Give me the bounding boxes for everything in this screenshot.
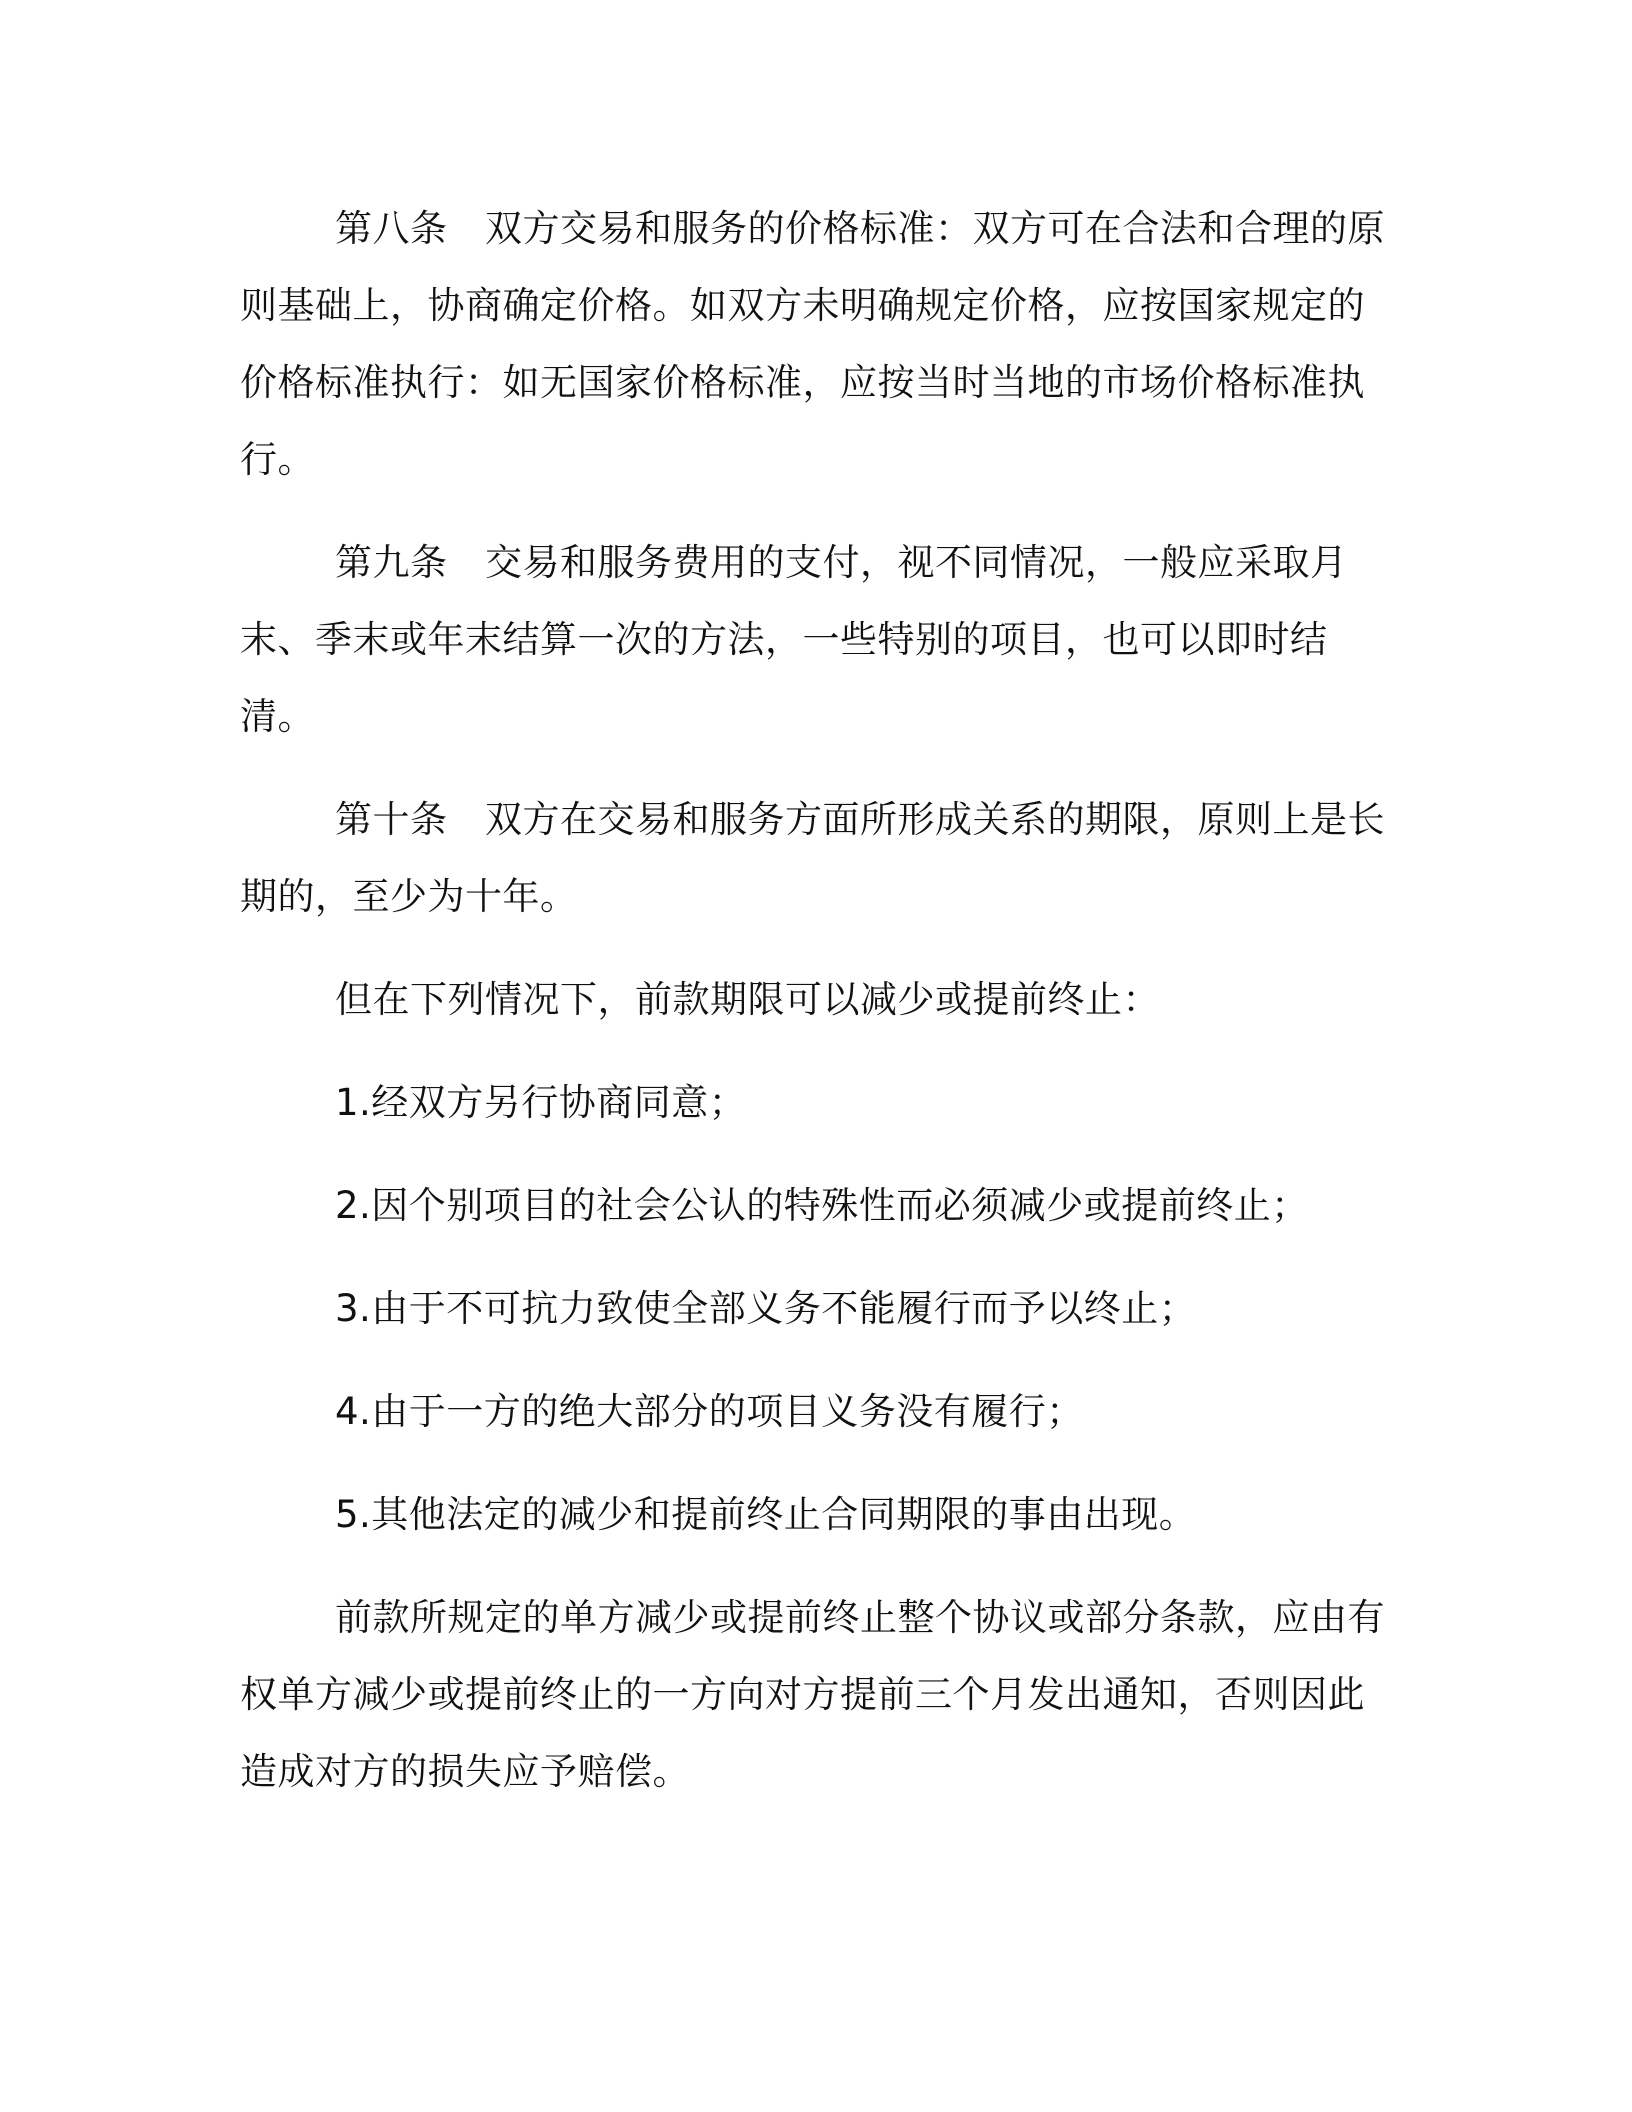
article-8-paragraph: 第八条 双方交易和服务的价格标准：双方可在合法和合理的原则基础上，协商确定价格。如双方未明确规定价格，应按国家规定的价格标准执行：如无国家价格标准，应按当时当地的市场价格标准执行。 (240, 207, 1385, 481)
article-10-paragraph: 第十条 双方在交易和服务方面所形成关系的期限，原则上是长期的，至少为十年。 (240, 798, 1385, 918)
condition-item-4: 4.由于一方的绝大部分的项目义务没有履行； (335, 1390, 1084, 1433)
condition-item-2: 2.因个别项目的社会公认的特殊性而必须减少或提前终止； (335, 1184, 1309, 1227)
condition-item-1: 1.经双方另行协商同意； (335, 1081, 747, 1124)
article-9-paragraph: 第九条 交易和服务费用的支付，视不同情况，一般应采取月末、季末或年末结算一次的方法，一些特别的项目，也可以即时结清。 (240, 541, 1348, 738)
condition-item-5: 5.其他法定的减少和提前终止合同期限的事由出现。 (335, 1493, 1197, 1536)
condition-item-3: 3.由于不可抗力致使全部义务不能履行而予以终止； (335, 1287, 1197, 1330)
closing-paragraph: 前款所规定的单方减少或提前终止整个协议或部分条款，应由有权单方减少或提前终止的一方向对方提前三个月发出通知，否则因此造成对方的损失应予赔偿。 (240, 1596, 1385, 1793)
document-body (240, 190, 1390, 1836)
conditions-intro: 但在下列情况下，前款期限可以减少或提前终止： (335, 978, 1160, 1021)
